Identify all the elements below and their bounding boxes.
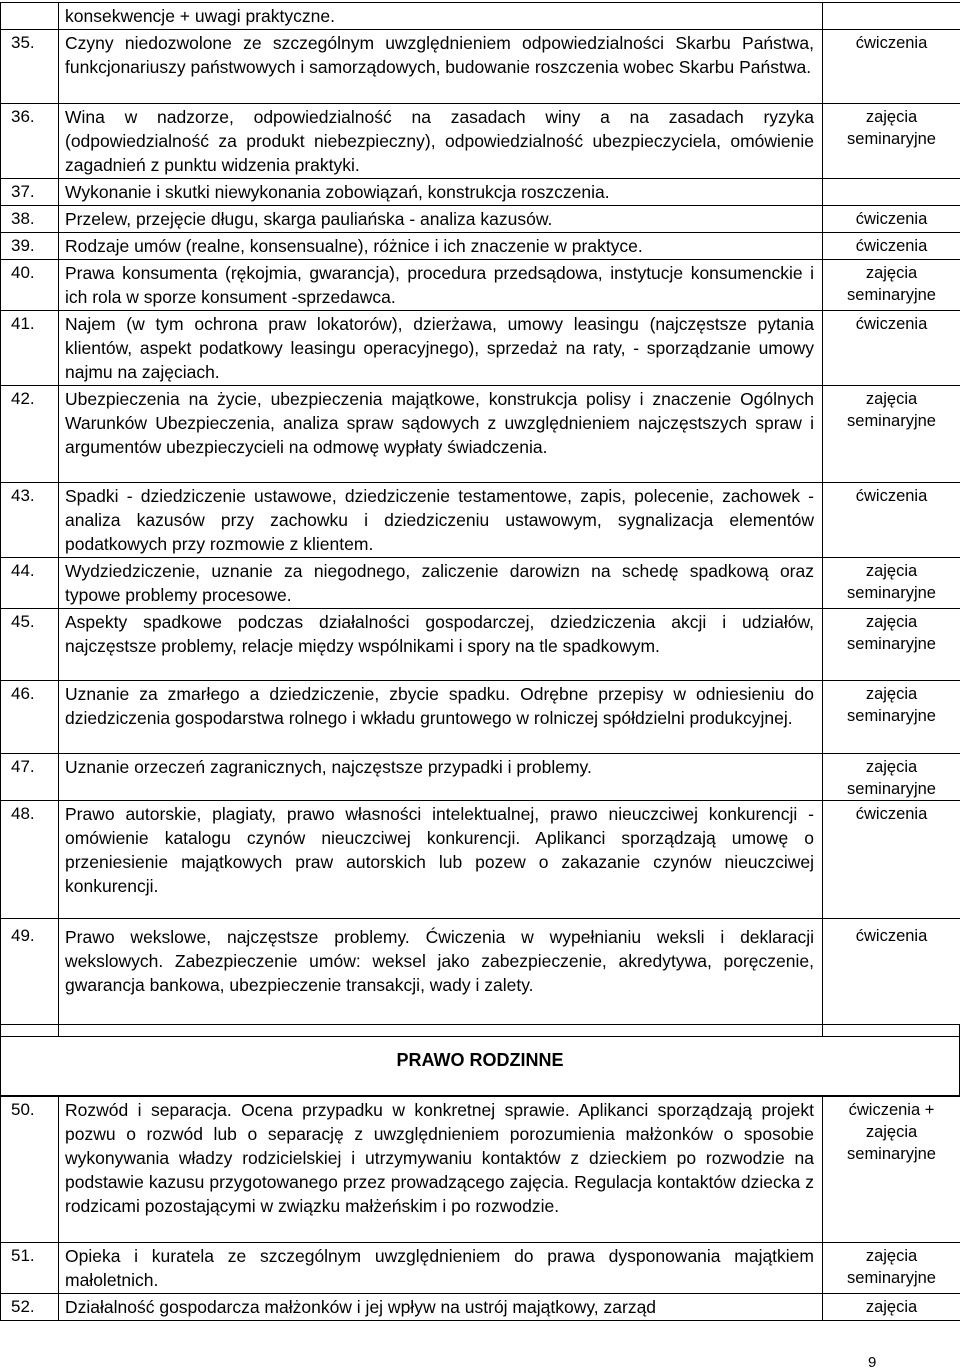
table-row	[1, 260, 960, 311]
table-row	[1, 558, 960, 609]
table-row	[1, 483, 960, 558]
topic-text: Przelew, przejęcie długu, skarga pauliańska - analiza kazusów.	[59, 206, 823, 233]
table-row	[1, 609, 960, 681]
class-type	[823, 179, 960, 206]
topic-text: Wydziedziczenie, uznanie za niegodnego, zaliczenie darowizn na schedę spadkową oraz typowe problemy procesowe.	[59, 558, 823, 609]
class-type: zajęcia seminaryjne	[823, 754, 960, 801]
row-number: 47.	[1, 754, 59, 801]
table-row	[1, 754, 960, 801]
syllabus-table-family-law	[0, 1096, 960, 1321]
syllabus-table	[0, 2, 960, 1037]
topic-text: Rodzaje umów (realne, konsensualne), różnice i ich znaczenie w praktyce.	[59, 233, 823, 260]
class-type: ćwiczenia	[823, 206, 960, 233]
table-row	[1, 1243, 960, 1294]
table-row	[1, 681, 960, 754]
row-number: 40.	[1, 260, 59, 311]
topic-text: Uznanie za zmarłego a dziedziczenie, zbycie spadku. Odrębne przepisy w odniesieniu do dziedziczenia gospodarstwa rolnego i wkładu gruntowego w rolniczej spółdzielni produkcyjnej.	[59, 681, 823, 754]
class-type: zajęcia seminaryjne	[823, 558, 960, 609]
row-number: 48.	[1, 801, 59, 919]
topic-text: Czyny niedozwolone ze szczególnym uwzględnieniem odpowiedzialności Skarbu Państwa, funkcjonariuszy państwowych i samorządowych, budowanie roszczenia wobec Skarbu Państwa.	[59, 30, 823, 104]
table-row	[1, 919, 960, 1037]
class-type: zajęcia seminaryjne	[823, 609, 960, 681]
row-number: 36.	[1, 104, 59, 179]
row-number: 43.	[1, 483, 59, 558]
row-number: 49.	[1, 919, 59, 1037]
row-number: 46.	[1, 681, 59, 754]
topic-text: Prawo autorskie, plagiaty, prawo własności intelektualnej, prawo nieuczciwej konkurencji - omówienie katalogu czynów nieuczciwej konkurencji. Aplikanci sporządzają umowę o przeniesienie majątkowych praw autorskich lub pozew o zakazanie czynów nieuczciwej konkurencji.	[59, 801, 823, 919]
class-type: zajęcia seminaryjne	[823, 681, 960, 754]
table-row	[1, 1097, 960, 1243]
class-type: ćwiczenia	[823, 801, 960, 919]
topic-text: konsekwencje + uwagi praktyczne.	[59, 3, 823, 30]
topic-text: Wina w nadzorze, odpowiedzialność na zasadach winy a na zasadach ryzyka (odpowiedzialność za produkt niebezpieczny), odpowiedzialność ubezpieczyciela, omówienie zagadnień z punktu widzenia praktyki.	[59, 104, 823, 179]
row-number: 38.	[1, 206, 59, 233]
row-number: 51.	[1, 1243, 59, 1294]
class-type: zajęcia	[823, 1294, 960, 1321]
row-number: 37.	[1, 179, 59, 206]
row-number: 39.	[1, 233, 59, 260]
row-number: 42.	[1, 386, 59, 483]
topic-text: Prawa konsumenta (rękojmia, gwarancja), procedura przedsądowa, instytucje konsumenckie i ich rola w sporze konsument -sprzedawca.	[59, 260, 823, 311]
class-type: ćwiczenia	[823, 30, 960, 104]
section-header	[0, 1024, 960, 1096]
row-number: 35.	[1, 30, 59, 104]
class-type: zajęcia seminaryjne	[823, 386, 960, 483]
row-number	[1, 3, 59, 30]
table-row	[1, 30, 960, 104]
topic-text: Opieka i kuratela ze szczególnym uwzględnieniem do prawa dysponowania majątkiem małoletnich.	[59, 1243, 823, 1294]
class-type: zajęcia seminaryjne	[823, 104, 960, 179]
table-row	[1, 1294, 960, 1321]
table-row	[1, 179, 960, 206]
row-number: 52.	[1, 1294, 59, 1321]
table-row	[1, 801, 960, 919]
topic-text: Rozwód i separacja. Ocena przypadku w konkretnej sprawie. Aplikanci sporządzają projekt pozwu o rozwód lub o separację z uwzględnieniem porozumienia małżonków o sposobie wykonywania władzy rodzicielskiej i utrzymywaniu kontaktów z dzieckiem po rozwodzie na podstawie kazusu przygotowanego przez prowadzącego zajęcia. Regulacja kontaktów dziecka z rodzicami pozostającymi w związku małżeńskim i po rozwodzie.	[59, 1097, 823, 1243]
row-number: 50.	[1, 1097, 59, 1243]
class-type: zajęcia seminaryjne	[823, 1243, 960, 1294]
class-type: ćwiczenia	[823, 233, 960, 260]
topic-text: Prawo wekslowe, najczęstsze problemy. Ćwiczenia w wypełnianiu weksli i deklaracji wekslowych. Zabezpieczenie umów: weksel jako zabezpieczenie, akredytywa, poręczenie, gwarancja bankowa, ubezpieczenie transakcji, wady i zalety.	[59, 919, 823, 1037]
page-number: 9	[868, 1354, 877, 1371]
table-row	[1, 104, 960, 179]
class-type: ćwiczenia	[823, 311, 960, 386]
topic-text: Działalność gospodarcza małżonków i jej wpływ na ustrój majątkowy, zarząd	[59, 1294, 823, 1321]
row-number: 41.	[1, 311, 59, 386]
class-type	[823, 3, 960, 30]
topic-text: Spadki - dziedziczenie ustawowe, dziedziczenie testamentowe, zapis, polecenie, zachowek - analiza kazusów przy zachowku i dziedziczeniu ustawowym, sygnalizacja elementów podatkowych przy rozmowie z klientem.	[59, 483, 823, 558]
topic-text: Najem (w tym ochrona praw lokatorów), dzierżawa, umowy leasingu (najczęstsze pytania klientów, aspekt podatkowy leasingu operacyjnego), sprzedaż na raty, - sporządzanie umowy najmu na zajęciach.	[59, 311, 823, 386]
table-row	[1, 386, 960, 483]
class-type: ćwiczenia + zajęcia seminaryjne	[823, 1097, 960, 1243]
section-title: PRAWO RODZINNE	[396, 1050, 564, 1070]
table-row	[1, 206, 960, 233]
topic-text: Ubezpieczenia na życie, ubezpieczenia majątkowe, konstrukcja polisy i znaczenie Ogólnych Warunków Ubezpieczenia, analiza spraw sądowych z uwzględnieniem najczęstszych spraw i argumentów ubezpieczycieli na odmowę wypłaty świadczenia.	[59, 386, 823, 483]
table-row	[1, 233, 960, 260]
row-number: 44.	[1, 558, 59, 609]
table-row	[1, 3, 960, 30]
class-type: zajęcia seminaryjne	[823, 260, 960, 311]
topic-text: Wykonanie i skutki niewykonania zobowiązań, konstrukcja roszczenia.	[59, 179, 823, 206]
topic-text: Uznanie orzeczeń zagranicznych, najczęstsze przypadki i problemy.	[59, 754, 823, 801]
topic-text: Aspekty spadkowe podczas działalności gospodarczej, dziedziczenia akcji i udziałów, najczęstsze problemy, relacje między wspólnikami i spory na tle spadkowym.	[59, 609, 823, 681]
table-row	[1, 311, 960, 386]
class-type: ćwiczenia	[823, 919, 960, 1037]
class-type: ćwiczenia	[823, 483, 960, 558]
row-number: 45.	[1, 609, 59, 681]
